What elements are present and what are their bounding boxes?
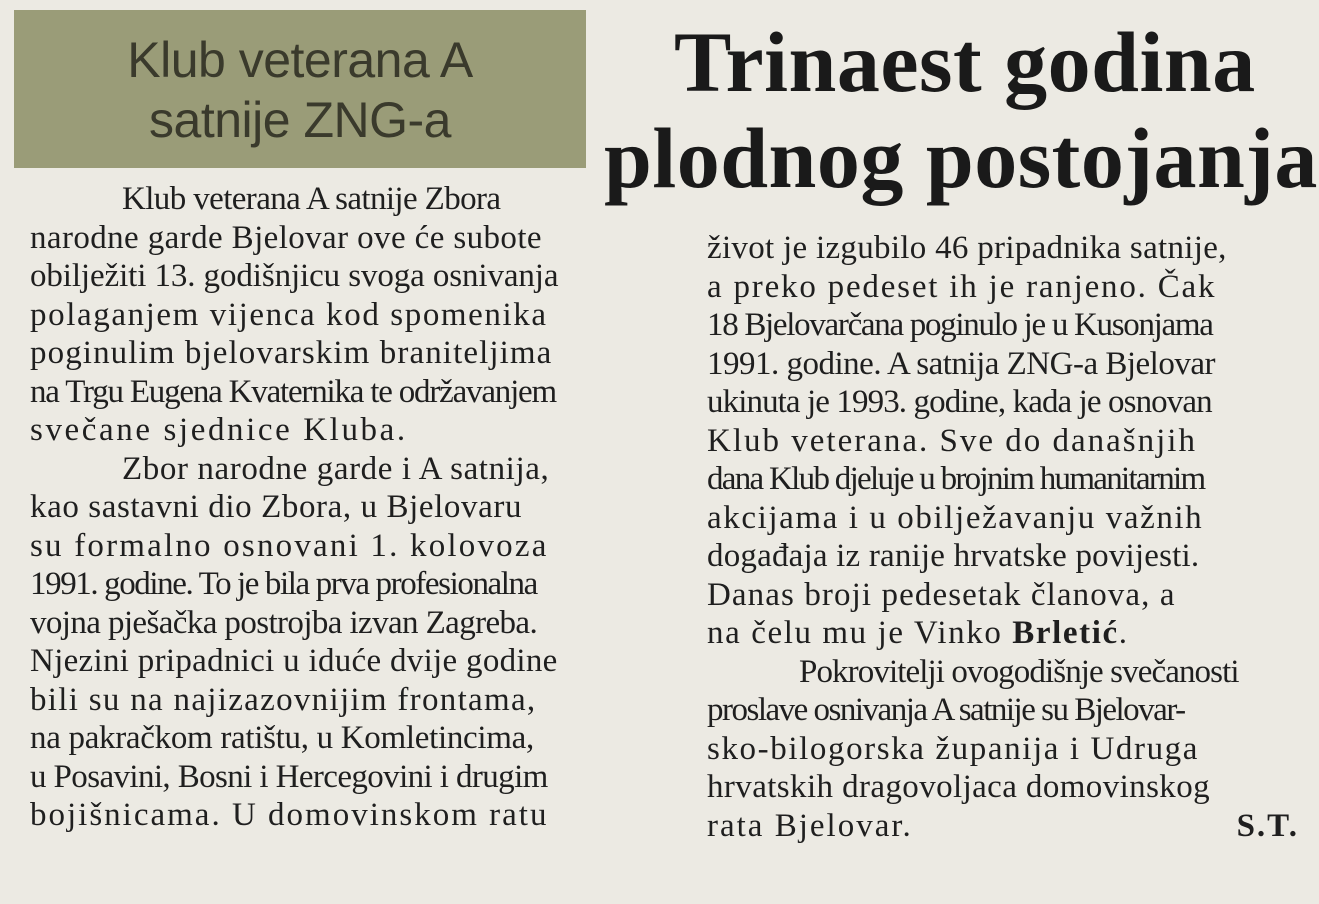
headline-line-2: plodnog postojanja [604, 110, 1318, 206]
headline-line-1: Trinaest godina [674, 14, 1256, 110]
article-column-right [707, 229, 1307, 845]
body-line: obilježiti 13. godišnjicu svoga osnivanja [30, 258, 559, 294]
article-column-left [30, 180, 650, 835]
body-line: Klub veterana. Sve do današnjih [707, 422, 1197, 459]
body-line: poginulim bjelovarskim braniteljima [30, 335, 553, 371]
president-name: Brletić [1012, 615, 1119, 651]
author-signature: S.T. [1236, 807, 1299, 844]
body-line: Njezini pripadnici u iduće dvije godine [30, 643, 558, 679]
body-line: Zbor narodne garde i A satnija, [122, 450, 550, 487]
body-line: događaja iz ranije hrvatske povijesti. [707, 538, 1200, 574]
body-line: kao sastavni dio Zbora, u Bjelovaru [30, 489, 523, 525]
body-line: svečane sjednice Kluba. [30, 412, 408, 448]
body-line: na pakračkom ratištu, u Komletincima, [30, 720, 534, 756]
kicker-line-2: satnije ZNG-a [149, 92, 451, 148]
body-line: u Posavini, Bosni i Hercegovini i drugim [30, 758, 548, 795]
body-line: su formalno osnovani 1. kolovoza [30, 527, 549, 564]
body-line: vojna pješačka postrojba izvan Zagreba. [30, 604, 538, 641]
body-line: Klub veterana A satnije Zbora [122, 181, 501, 217]
body-line: 18 Bjelovarčana poginulo je u Kusonjama [707, 307, 1213, 343]
kicker-box [14, 10, 586, 168]
body-line: akcijama i u obilježavanju važnih [707, 499, 1204, 536]
kicker-line-1: Klub veterana A [127, 32, 473, 88]
body-line: narodne garde Bjelovar ove će subote [30, 219, 542, 256]
headline [604, 14, 1318, 206]
body-line: život je izgubilo 46 pripadnika satnije, [707, 230, 1227, 266]
body-line: proslave osnivanja A satnije su Bjelovar- [707, 692, 1185, 728]
body-line: bojišnicama. U domovinskom ratu [30, 797, 549, 833]
body-line: Danas broji pedesetak članova, a [707, 576, 1176, 613]
sentence-end: . [1118, 615, 1129, 651]
body-line: sko-bilogorska županija i Udruga [707, 730, 1200, 767]
body-text: rata Bjelovar. [707, 807, 913, 844]
body-line: 1991. godine. A satnija ZNG-a Bjelovar [707, 345, 1215, 382]
body-line-with-name [707, 614, 1307, 653]
body-line: polaganjem vijenca kod spomenika [30, 296, 548, 333]
body-text: na čelu mu je Vinko [707, 615, 1003, 651]
body-line: ukinuta je 1993. godine, kada je osnovan [707, 384, 1212, 420]
body-line: na Trgu Eugena Kvaternika te održavanjem [30, 373, 556, 410]
body-line: 1991. godine. To je bila prva profesionalna [30, 566, 537, 602]
body-line: a preko pedeset ih je ranjeno. Čak [707, 268, 1217, 305]
body-line: Pokrovitelji ovogodišnje svečanosti [799, 653, 1239, 690]
body-line: bili su na najizazovnijim frontama, [30, 681, 537, 718]
body-line: hrvatskih dragovoljaca domovinskog [707, 769, 1211, 805]
body-line: dana Klub djeluje u brojnim humanitarnim [707, 461, 1205, 497]
closing-line [707, 807, 1307, 846]
